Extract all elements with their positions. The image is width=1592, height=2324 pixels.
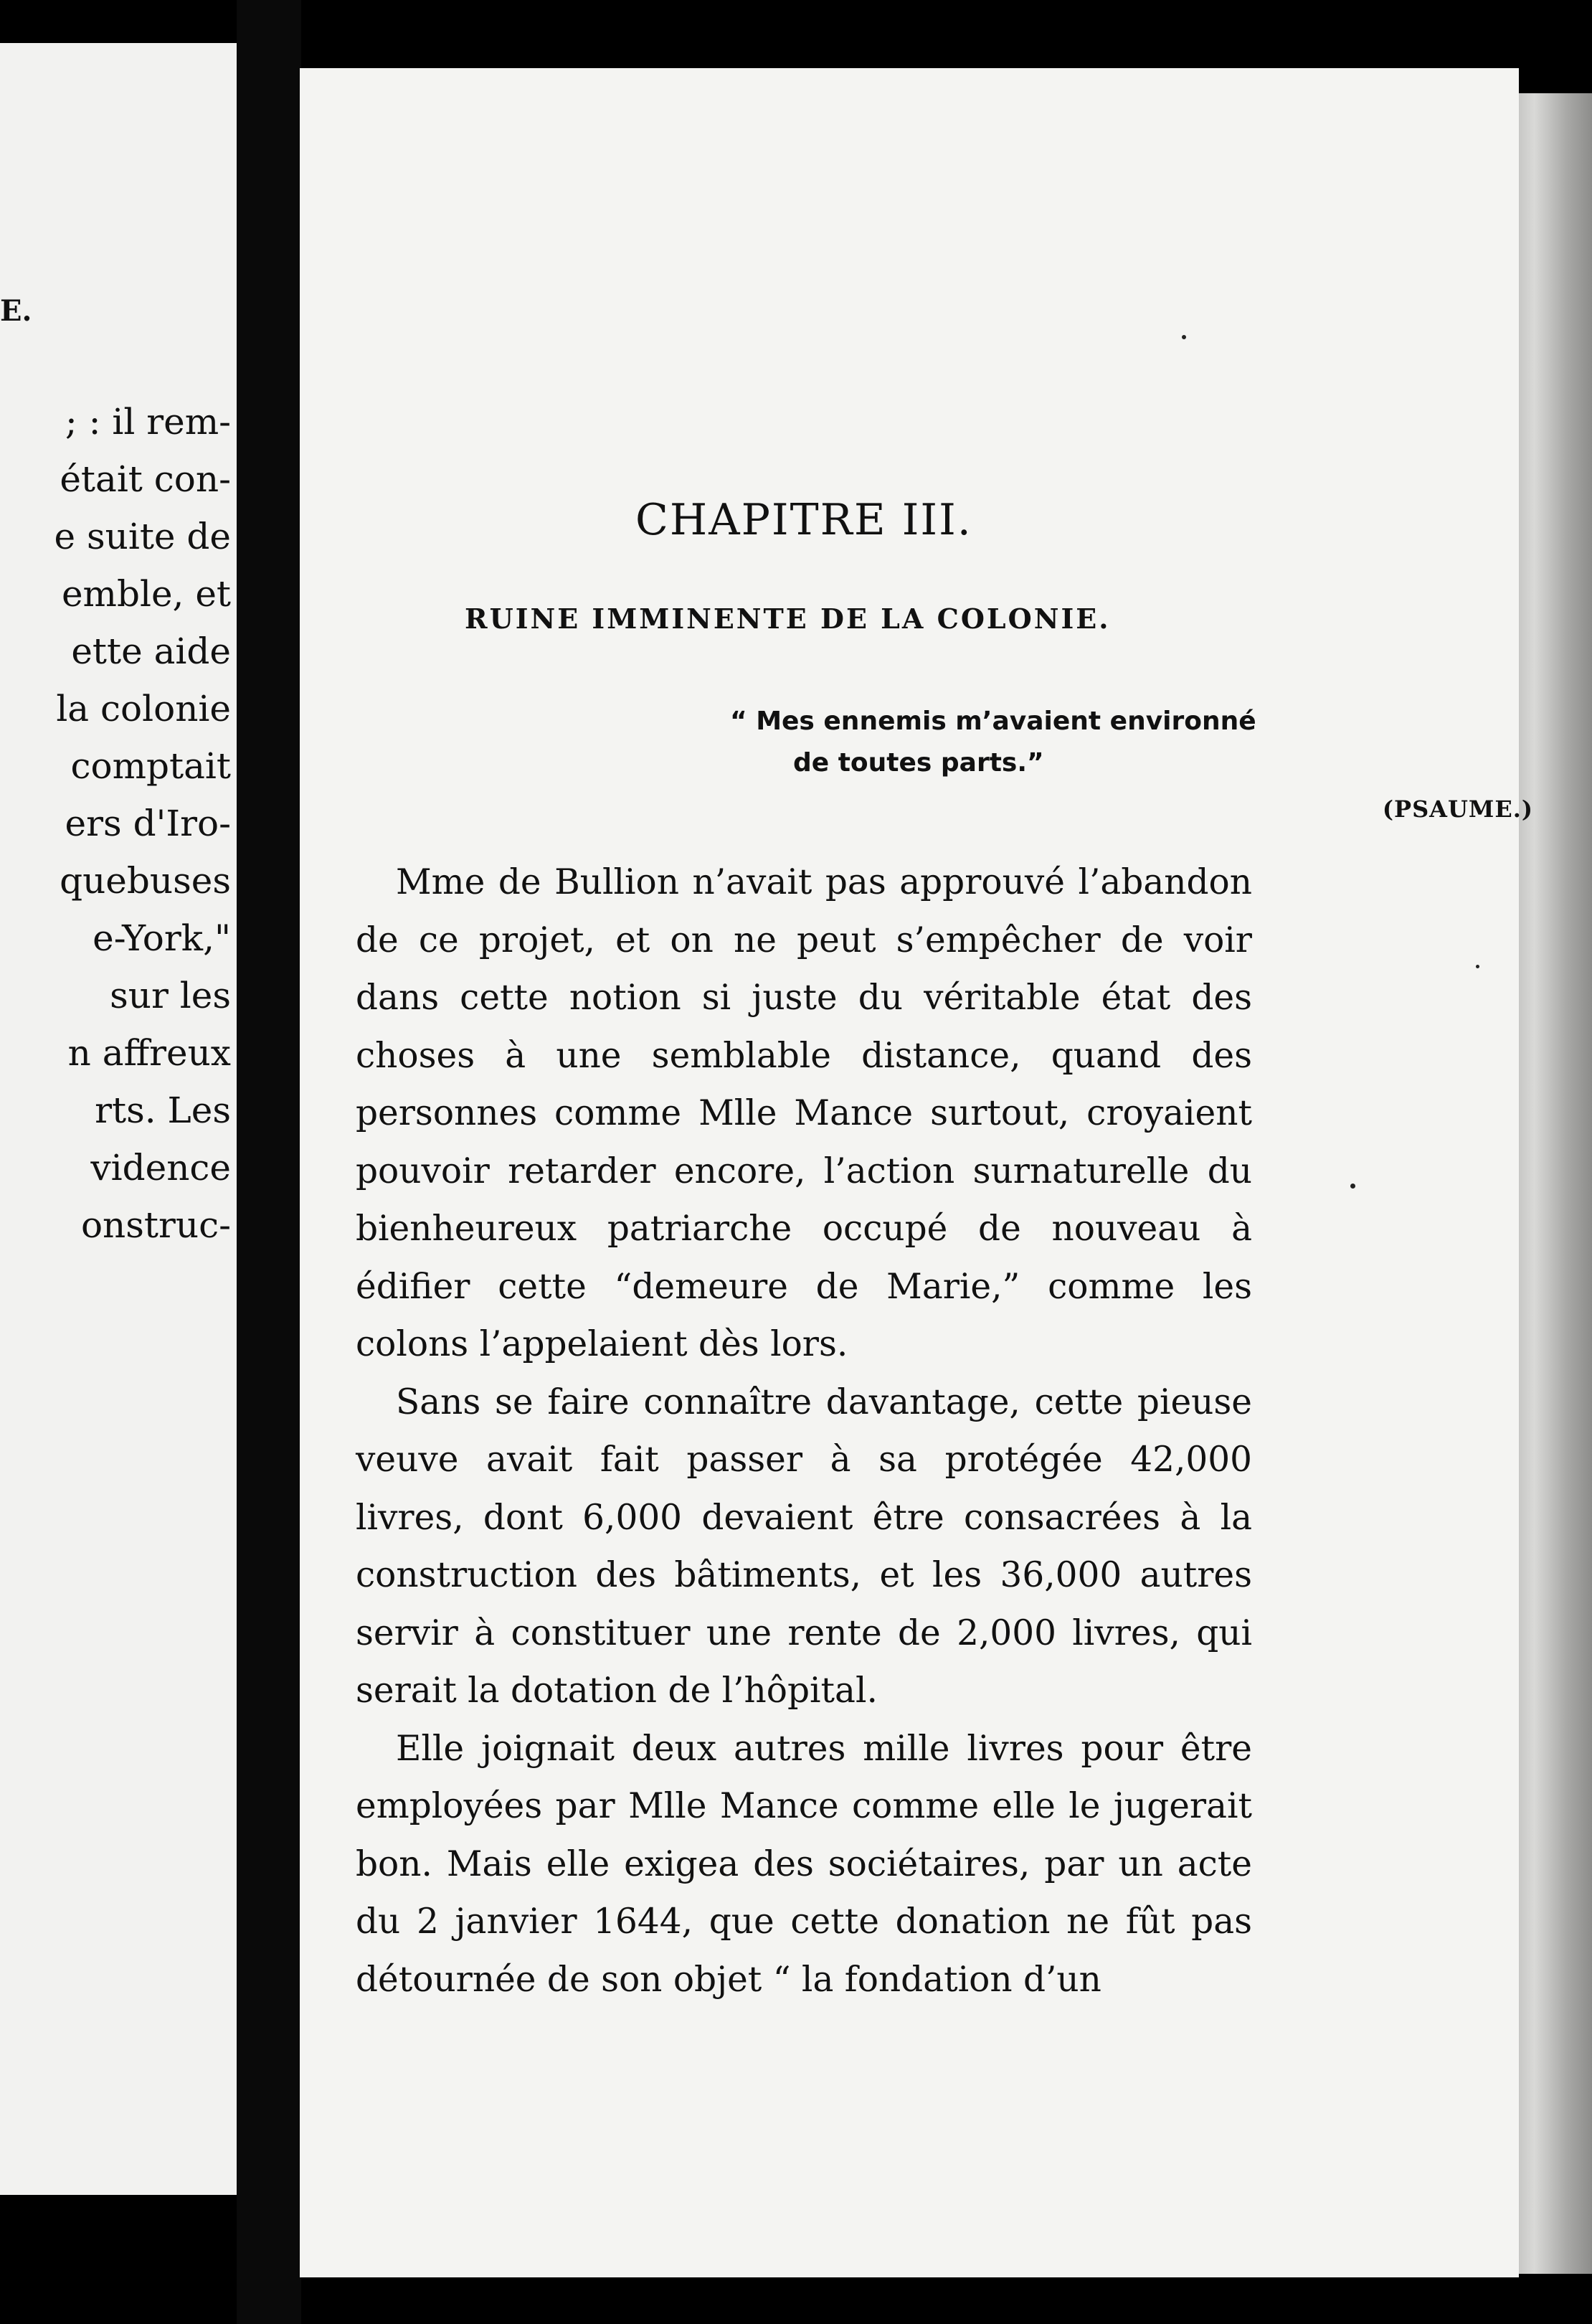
paragraph: Elle joignait deux autres mille livres pour être employées par Mlle Mance comme elle le jugerait bon. Mais elle exigea des sociétaires, par un acte du 2 janvier 1644, que cette donation ne fût pas détournée de son objet “ la fondation d’un xyxy=(356,1728,1252,2000)
epigraph xyxy=(730,701,1576,830)
left-page-line: comptait xyxy=(70,745,231,787)
left-page-line: e suite de xyxy=(54,516,231,557)
page-edge-stack xyxy=(1510,93,1592,2274)
left-page-line: quebuses xyxy=(60,860,231,902)
chapter-subtitle: RUINE IMMINENTE DE LA COLONIE. xyxy=(465,603,1111,635)
left-page-fragment xyxy=(0,43,237,2195)
left-page-line: vidence xyxy=(90,1147,231,1189)
main-page xyxy=(300,68,1533,2277)
left-page-line: ette aide xyxy=(71,630,231,672)
chapter-title: CHAPITRE III. xyxy=(635,495,972,545)
left-page-line: ers d'Iro- xyxy=(65,803,231,844)
epigraph-line: de toutes parts.” xyxy=(793,748,1044,778)
left-page-line: rts. Les xyxy=(95,1090,231,1131)
left-page-line: sur les xyxy=(110,975,231,1016)
epigraph-source: (PSAUME.) xyxy=(1382,795,1533,823)
left-page-line: la colonie xyxy=(56,688,231,729)
left-page-header-fragment: E. xyxy=(0,294,32,328)
paragraph: Sans se faire connaître davantage, cette pieuse veuve avait fait passer à sa protégée 42,000 livres, dont 6,000 devaient être consacrées à la construction des bâtiments, et les 36,000 autres servir à constituer une rente de 2,000 livres, qui serait la dotation de l’hôpital. xyxy=(356,1381,1252,1711)
left-page-line: ; : il rem- xyxy=(65,401,231,443)
print-speck xyxy=(1350,1184,1355,1189)
left-page-line: e-York," xyxy=(93,917,231,959)
book-gutter xyxy=(237,0,301,2324)
print-speck xyxy=(1182,335,1186,339)
epigraph-line: “ Mes ennemis m’avaient environné xyxy=(730,707,1256,736)
left-page-line: emble, et xyxy=(61,573,231,615)
left-page-line: n affreux xyxy=(67,1032,231,1074)
print-speck xyxy=(1476,965,1479,968)
paragraph: Mme de Bullion n’avait pas approuvé l’abandon de ce projet, et on ne peut s’empêcher de voir dans cette notion si juste du véritable état des choses à une semblable distance, quand des personnes comme Mlle Mance surtout, croyaient pouvoir retarder encore, l’action surnaturelle du bienheureux patriarche occupé de nouveau à édifier cette “demeure de Marie,” comme les colons l’appelaient dès lors. xyxy=(356,862,1252,1364)
left-page-line: onstruc- xyxy=(80,1204,231,1246)
left-page-line: était con- xyxy=(60,458,231,500)
body-text xyxy=(356,854,1252,2008)
